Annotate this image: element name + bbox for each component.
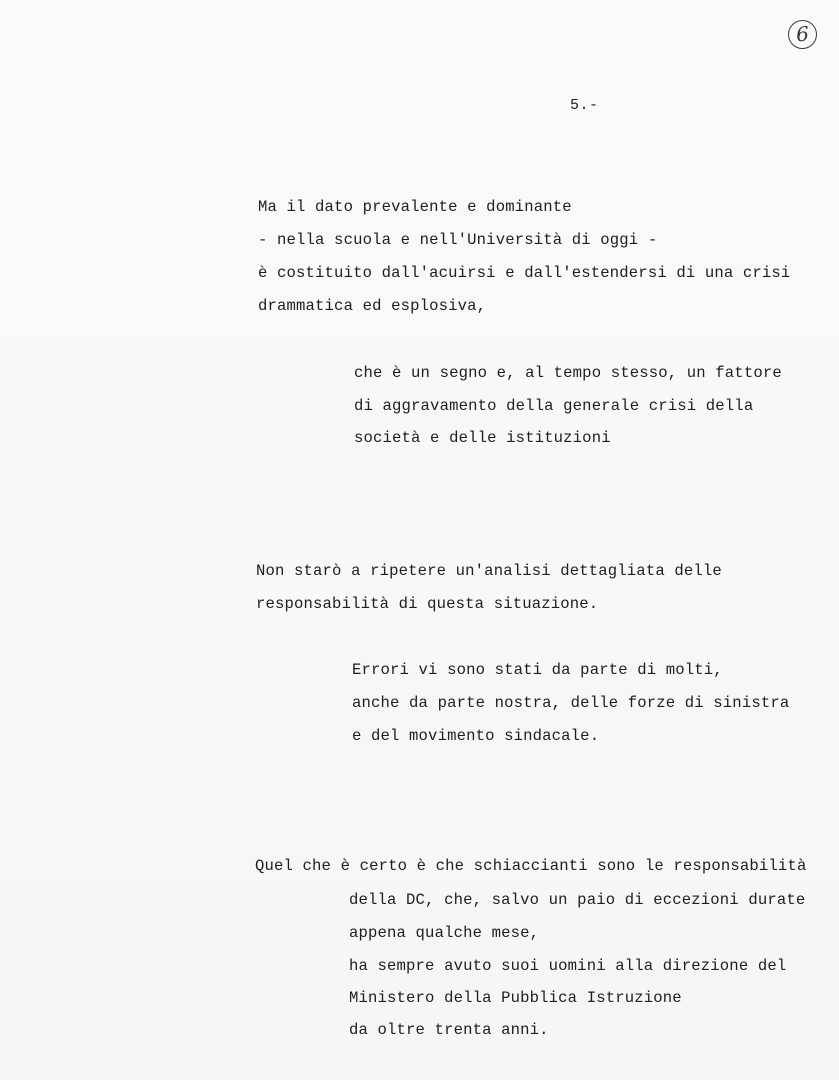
paragraph-3-line-1: Non starò a ripetere un'analisi dettagliata delle [256, 562, 722, 580]
paragraph-2-line-1: che è un segno e, al tempo stesso, un fattore [354, 364, 782, 382]
paragraph-2-line-2: di aggravamento della generale crisi della [354, 397, 754, 415]
typed-page-number: 5.- [570, 97, 599, 114]
paragraph-1-line-3: è costituito dall'acuirsi e dall'estendersi di una crisi [258, 264, 791, 282]
paragraph-4-line-3: e del movimento sindacale. [352, 727, 600, 745]
paragraph-5-line-4: ha sempre avuto suoi uomini alla direzione del [349, 957, 787, 975]
paragraph-5-line-3: appena qualche mese, [349, 924, 540, 942]
paragraph-1-line-1: Ma il dato prevalente e dominante [258, 198, 572, 216]
paragraph-1-line-4: drammatica ed esplosiva, [258, 297, 487, 315]
paragraph-5-line-5: Ministero della Pubblica Istruzione [349, 989, 682, 1007]
paragraph-3-line-2: responsabilità di questa situazione. [256, 595, 599, 613]
paragraph-5-line-1: Quel che è certo è che schiaccianti sono le responsabilità [255, 857, 807, 875]
paragraph-4-line-2: anche da parte nostra, delle forze di sinistra [352, 694, 790, 712]
paragraph-5-line-6: da oltre trenta anni. [349, 1021, 549, 1039]
handwritten-page-number: 6 [787, 19, 818, 50]
paragraph-4-line-1: Errori vi sono stati da parte di molti, [352, 661, 723, 679]
paragraph-1-line-2: - nella scuola e nell'Università di oggi - [258, 231, 658, 249]
paragraph-5-line-2: della DC, che, salvo un paio di eccezioni durate [349, 891, 806, 909]
paragraph-2-line-3: società e delle istituzioni [354, 429, 611, 447]
